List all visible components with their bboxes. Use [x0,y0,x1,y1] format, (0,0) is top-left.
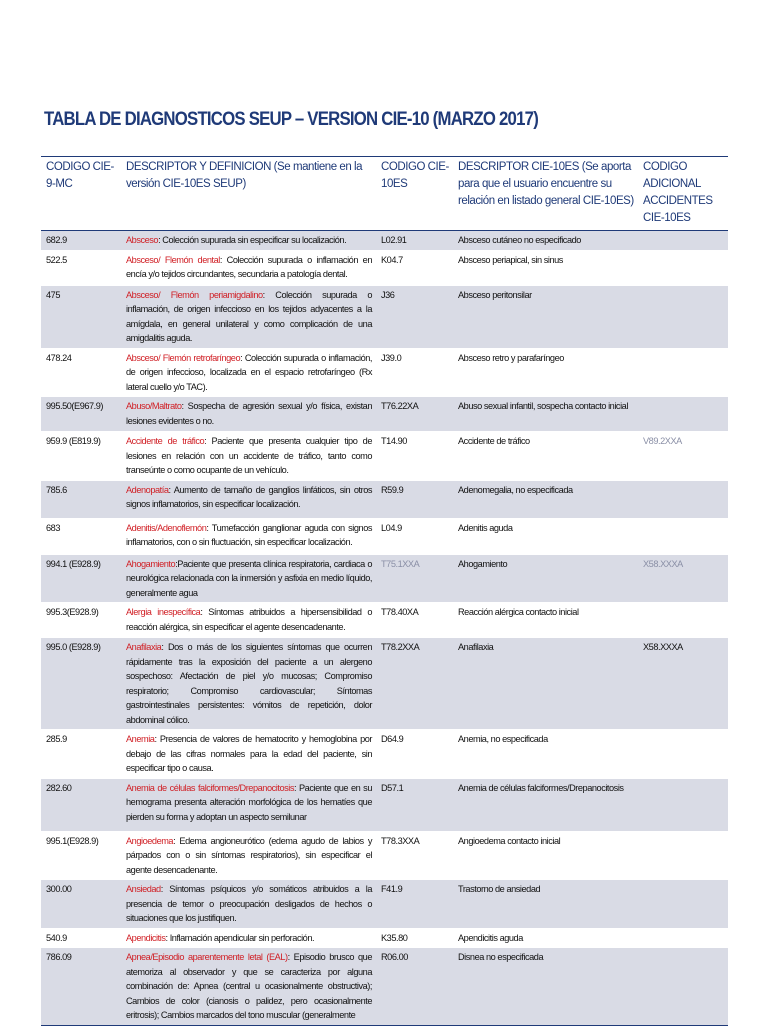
diagnosis-definition: : Colección supurada o inflamación, de origen infeccioso en los tejidos adyacentes a la amígdala, en general unilateral y como complicación de una amigdalitis aguda. [126,289,372,343]
cell-descriptor-cie10: Abuso sexual infantil, sospecha contacto inicial [453,397,638,432]
cell-definition [121,928,376,948]
cell-cie9: 478.24 [41,348,121,397]
cell-additional-code [638,880,728,929]
cell-cie9: 995.1(E928.9) [41,831,121,880]
table-row [41,397,728,432]
diagnosis-definition: :Paciente que presenta clínica respiratoria, cardiaca o neurológica relacionada con la inmersión y asfixia en medio líquido, generalmente agua [126,558,372,598]
diagnosis-definition: : Inflamación apendicular sin perforación. [165,932,315,943]
cell-additional-code: V89.2XXA [638,432,728,481]
header-additional-code: CODIGO ADICIONAL ACCIDENTES CIE-10ES [638,157,728,231]
diagnosis-definition: : Dos o más de los siguientes síntomas que ocurren rápidamente tras la exposición del paciente a un alergeno sospechoso: Afectación de piel y/o mucosas; Compromiso respiratorio; Compromiso cardiovascular; Síntomas gastrointestinales persistentes: vómitos de repetición, dolor abdominal cólico. [126,642,372,725]
table-body [41,231,728,1026]
cell-descriptor-cie10: Trastorno de ansiedad [453,880,638,929]
cell-additional-code [638,948,728,1026]
cell-cie10: R59.9 [376,480,453,518]
cell-cie9: 285.9 [41,730,121,779]
cell-cie10: T78.40XA [376,603,453,638]
diagnosis-definition: : Episodio brusco que atemoriza al observador y que se caracteriza por alguna combinación de: Apnea (central u ocasionalmente obstructiva); Cambios de color (cianosis o palidez, pero ocasionalmente eritrosis); Cambios marcados del tono muscular (generalmente [126,952,372,1020]
diagnosis-term: Ansiedad [126,884,161,894]
cell-cie9: 683 [41,518,121,554]
cell-definition [121,831,376,880]
diagnosis-definition: : Aumento de tamaño de ganglios linfáticos, sin otros signos inflamatorios, sin especificar localización. [126,484,372,509]
header-cie9: CODIGO CIE-9-MC [41,157,121,231]
cell-cie9: 682.9 [41,231,121,251]
table-row [41,730,728,779]
cell-additional-code [638,285,728,348]
cell-definition [121,880,376,929]
cell-definition [121,638,376,730]
cell-definition [121,778,376,831]
cell-descriptor-cie10: Absceso retro y parafaríngeo [453,348,638,397]
cell-cie10: L04.9 [376,518,453,554]
cell-definition [121,231,376,251]
cell-definition [121,948,376,1026]
table-row [41,480,728,518]
cell-additional-code [638,480,728,518]
diagnosis-table [41,156,728,1026]
diagnosis-definition: : Sospecha de agresión sexual y/o física, existan lesiones evidentes o no. [126,401,372,426]
header-descriptor: DESCRIPTOR Y DEFINICION (Se mantiene en la versión CIE-10ES SEUP) [121,157,376,231]
cell-additional-code: X58.XXXA [638,638,728,730]
table-row [41,554,728,603]
diagnosis-term: Ahogamiento [126,558,176,569]
cell-cie10: T76.22XA [376,397,453,432]
cell-definition [121,730,376,779]
cell-cie10: F41.9 [376,880,453,929]
cell-additional-code [638,831,728,880]
diagnosis-term: Angioedema [126,835,174,846]
cell-cie10: L02.91 [376,231,453,251]
header-descriptor-cie10: DESCRIPTOR CIE-10ES (Se aporta para que el usuario encuentre su relación en listado general CIE-10ES) [453,157,638,231]
table-row [41,432,728,481]
diagnosis-definition: : Síntomas psíquicos y/o somáticos atribuidos a la presencia de temor o preocupación desligados de hechos o situaciones que los justifiquen. [126,884,372,923]
diagnosis-definition: : Tumefacción ganglionar aguda con signos inflamatorios, con o sin fluctuación, sin especificar localización. [126,522,372,547]
cell-additional-code [638,928,728,948]
cell-definition [121,518,376,554]
diagnosis-term: Adenitis/Adenoflemón [126,522,207,533]
cell-cie9: 540.9 [41,928,121,948]
diagnosis-definition: : Paciente que en su hemograma presenta alteración morfológica de los hematíes que pierden su forma y adoptan un aspecto semilunar [126,782,372,822]
diagnosis-term: Apnea/Episodio aparentemente letal (EAL) [126,952,288,962]
cell-descriptor-cie10: Accidente de tráfico [453,432,638,481]
cell-cie10: J36 [376,285,453,348]
diagnosis-term: Apendicitis [126,932,166,943]
cell-cie9: 995.50(E967.9) [41,397,121,432]
cell-cie10: K35.80 [376,928,453,948]
cell-additional-code [638,231,728,251]
diagnosis-term: Anemia de células falciformes/Drepanocitosis [126,782,294,793]
table-row [41,778,728,831]
cell-cie10: D57.1 [376,778,453,831]
cell-cie9: 959.9 (E819.9) [41,432,121,481]
cell-definition [121,250,376,285]
cell-additional-code: X58.XXXA [638,554,728,603]
cell-additional-code [638,348,728,397]
page-title: TABLA DE DIAGNOSTICOS SEUP – VERSION CIE-10 (MARZO 2017) [44,108,539,130]
cell-additional-code [638,397,728,432]
cell-definition [121,554,376,603]
diagnosis-definition: : Síntomas atribuidos a hipersensibilidad o reacción alérgica, sin especificar el agente desencadenante. [126,607,372,632]
diagnosis-term: Absceso [126,235,159,245]
cell-additional-code [638,603,728,638]
cell-cie10: K04.7 [376,250,453,285]
table-row [41,928,728,948]
cell-descriptor-cie10: Anafilaxia [453,638,638,730]
diagnosis-term: Absceso/ Flemón periamigdalino [126,289,263,300]
cell-definition [121,397,376,432]
diagnosis-definition: : Colección supurada sin especificar su localización. [158,235,347,245]
cell-descriptor-cie10: Apendicitis aguda [453,928,638,948]
cell-descriptor-cie10: Angioedema contacto inicial [453,831,638,880]
cell-additional-code [638,250,728,285]
cell-cie10: J39.0 [376,348,453,397]
cell-definition [121,285,376,348]
diagnosis-definition: : Colección supurada o inflamación en encía y/o tejidos circundantes, secundaria a patología dental. [126,254,372,279]
cell-cie9: 522.5 [41,250,121,285]
table-row [41,285,728,348]
cell-descriptor-cie10: Anemia de células falciformes/Drepanocitosis [453,778,638,831]
cell-descriptor-cie10: Absceso periapical, sin sinus [453,250,638,285]
diagnosis-term: Alergia inespecífica [126,607,201,617]
table-row [41,638,728,730]
cell-additional-code [638,778,728,831]
table-row [41,348,728,397]
cell-additional-code [638,518,728,554]
cell-cie9: 300.00 [41,880,121,929]
cell-definition [121,432,376,481]
cell-descriptor-cie10: Adenitis aguda [453,518,638,554]
table-row [41,948,728,1026]
table-row [41,250,728,285]
cell-cie10: D64.9 [376,730,453,779]
table-row [41,231,728,251]
cell-cie9: 995.0 (E928.9) [41,638,121,730]
table-row [41,831,728,880]
diagnosis-term: Anafilaxia [126,642,162,652]
cell-cie10: T75.1XXA [376,554,453,603]
cell-descriptor-cie10: Disnea no especificada [453,948,638,1026]
diagnosis-term: Anemia [126,734,155,744]
diagnosis-definition: : Colección supurada o inflamación, de origen infeccioso, localizada en el espacio retrofaríngeo (Rx lateral cuello y/o TAC). [126,352,372,392]
cell-cie9: 475 [41,285,121,348]
cell-descriptor-cie10: Reacción alérgica contacto inicial [453,603,638,638]
cell-descriptor-cie10: Adenomegalia, no especificada [453,480,638,518]
cell-additional-code [638,730,728,779]
cell-definition [121,348,376,397]
diagnosis-term: Absceso/ Flemón dental [126,254,220,265]
cell-cie10: R06.00 [376,948,453,1026]
cell-cie10: T14.90 [376,432,453,481]
diagnosis-definition: : Paciente que presenta cualquier tipo de lesiones en relación con un accidente de tráfico, tanto como transeúnte o como ocupante de un vehículo. [126,436,372,475]
table-row [41,518,728,554]
cell-cie10: T78.3XXA [376,831,453,880]
cell-definition [121,603,376,638]
cell-descriptor-cie10: Ahogamiento [453,554,638,603]
table-row [41,880,728,929]
table-header-row [41,157,728,231]
header-cie10: CODIGO CIE-10ES [376,157,453,231]
cell-cie9: 995.3(E928.9) [41,603,121,638]
cell-descriptor-cie10: Absceso peritonsilar [453,285,638,348]
diagnosis-term: Accidente de tráfico [126,436,205,446]
cell-cie9: 994.1 (E928.9) [41,554,121,603]
cell-definition [121,480,376,518]
cell-cie9: 786.09 [41,948,121,1026]
cell-cie9: 282.60 [41,778,121,831]
diagnosis-term: Absceso/ Flemón retrofaríngeo [126,352,241,363]
diagnosis-term: Adenopatía [126,484,169,495]
table-row [41,603,728,638]
cell-cie10: T78.2XXA [376,638,453,730]
cell-cie9: 785.6 [41,480,121,518]
cell-descriptor-cie10: Absceso cutáneo no especificado [453,231,638,251]
diagnosis-definition: : Edema angioneurótico (edema agudo de labios y párpados con o sin síntomas respiratorios), sin especificar el agente desencadenante. [126,835,372,875]
diagnosis-term: Abuso/Maltrato [126,401,182,411]
diagnosis-definition: : Presencia de valores de hematocrito y hemoglobina por debajo de las cifras normales para la edad del paciente, sin especificar tipo o causa. [126,734,372,773]
cell-descriptor-cie10: Anemia, no especificada [453,730,638,779]
